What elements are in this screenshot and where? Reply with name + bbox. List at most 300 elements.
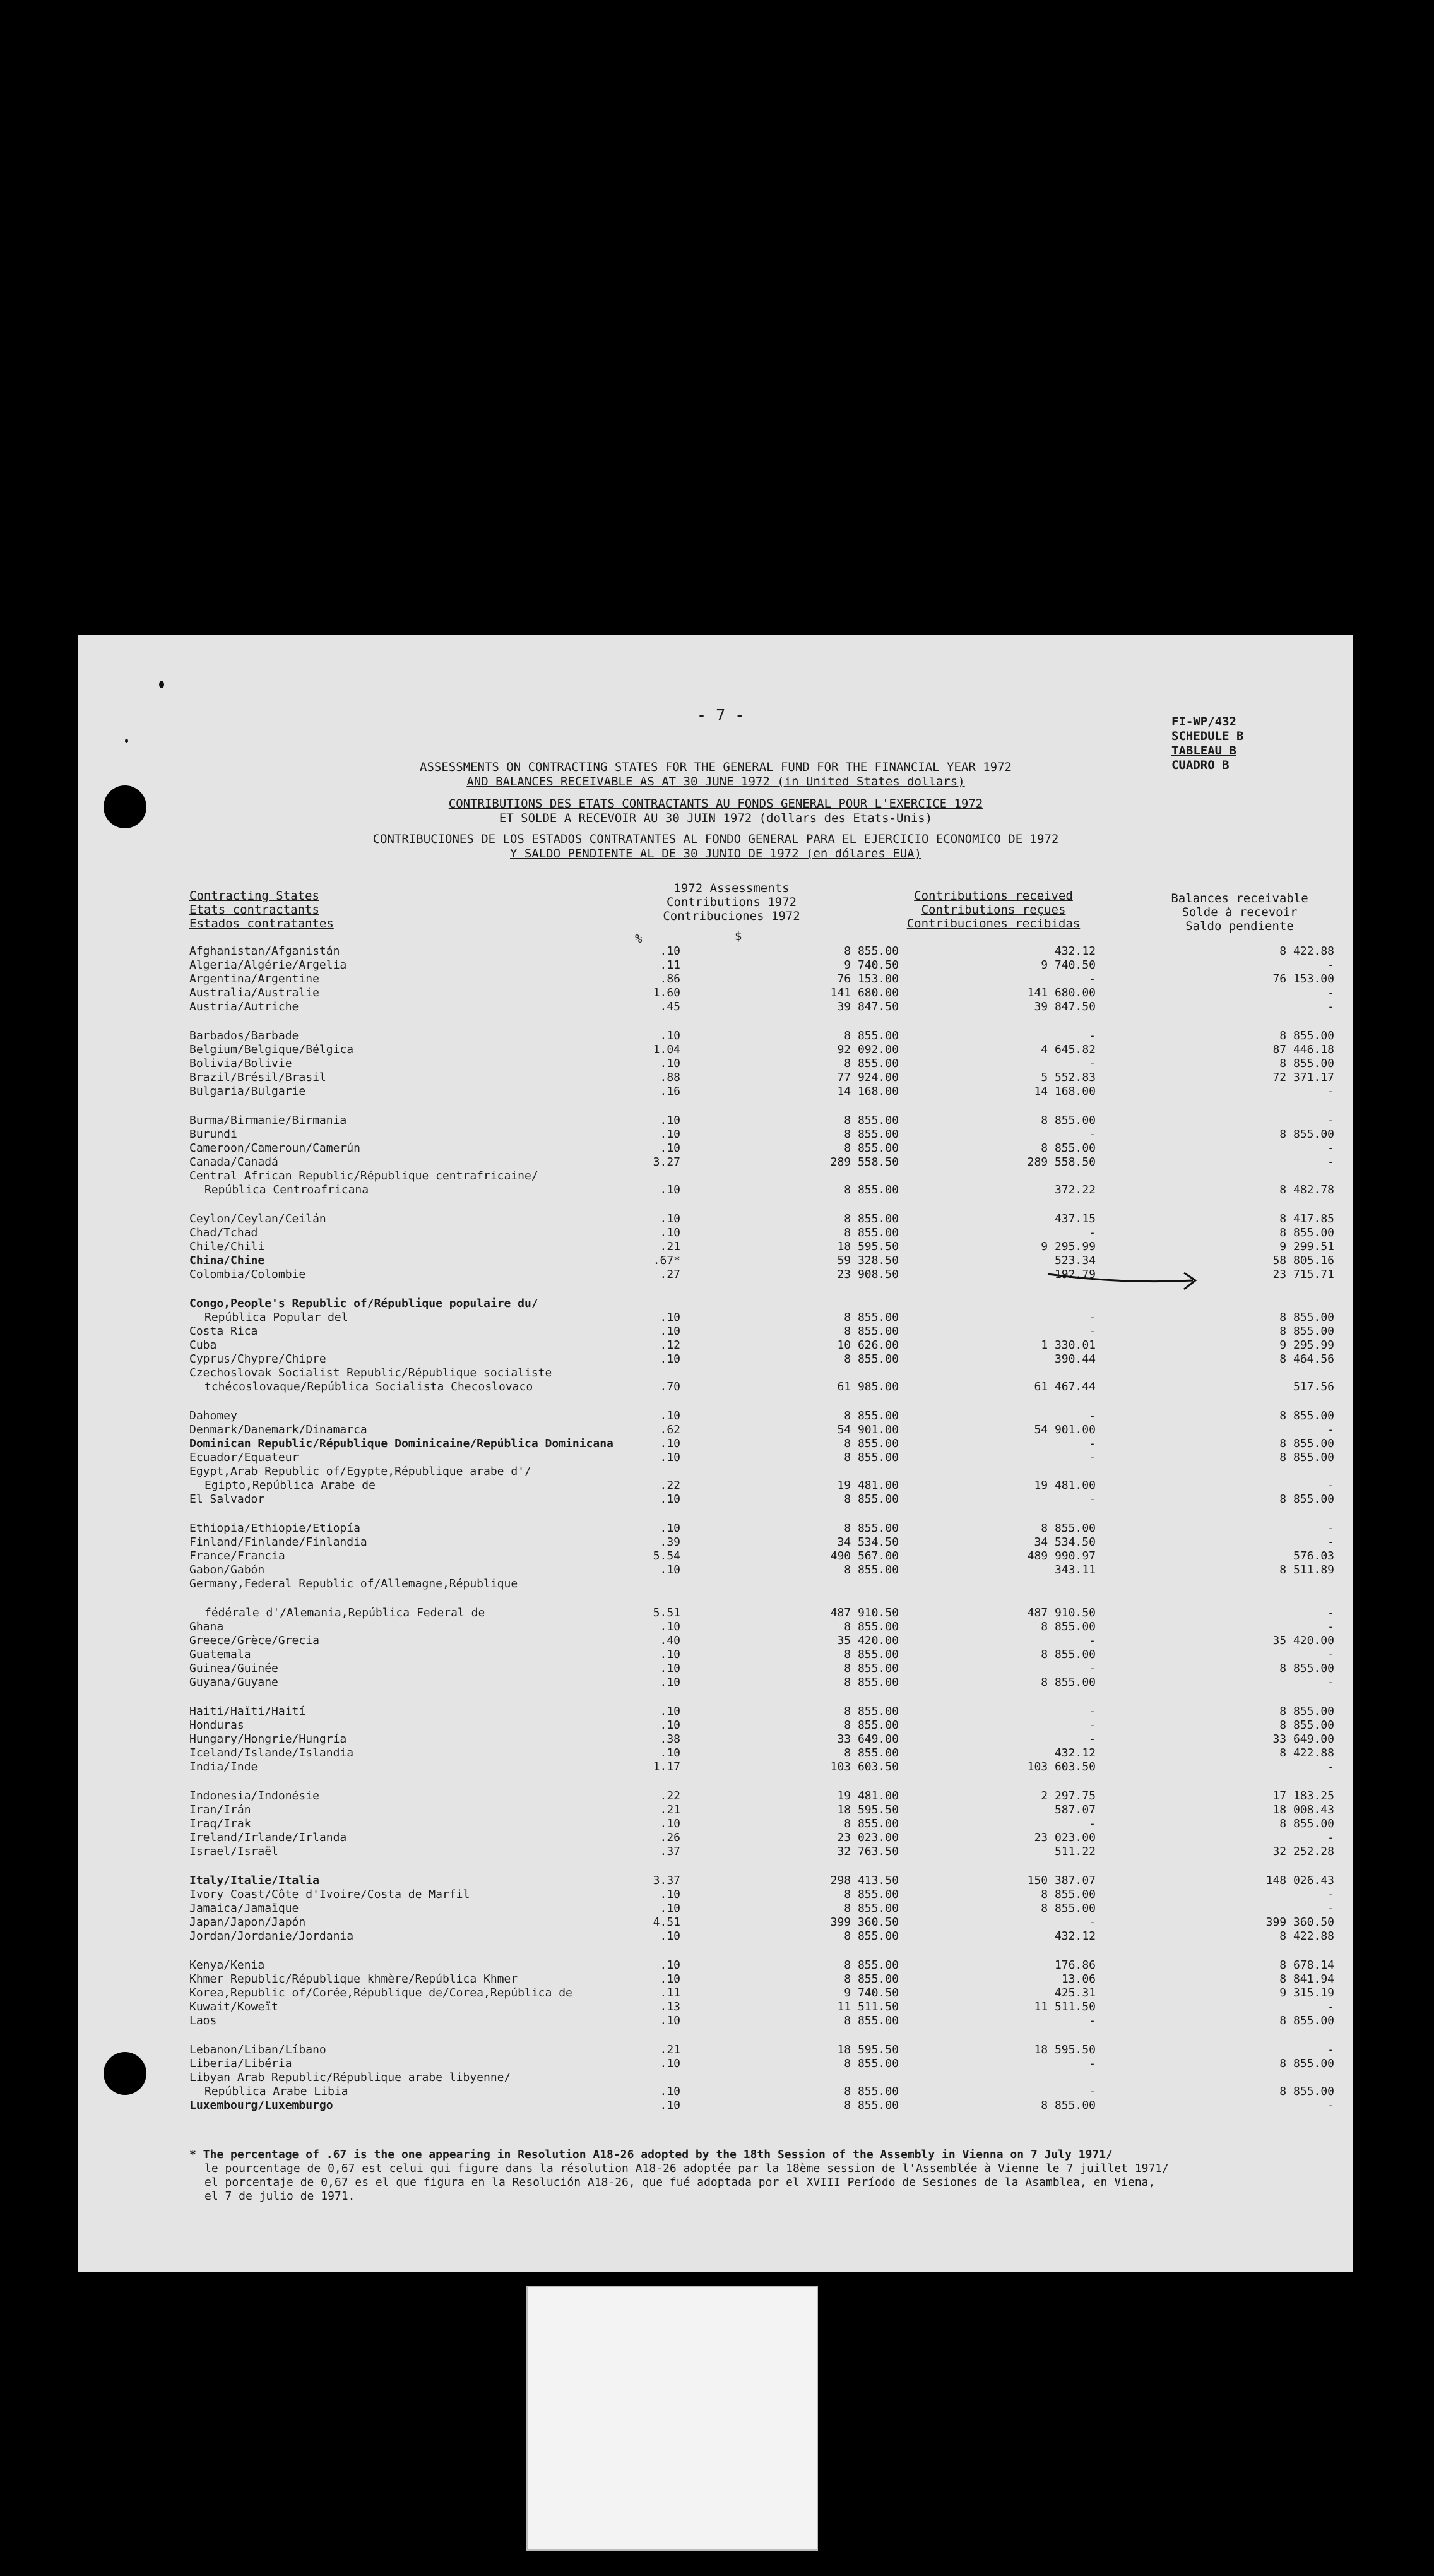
table-row xyxy=(78,1746,1353,1760)
balance-amount: - xyxy=(1327,1676,1334,1689)
assessment-percent: .10 xyxy=(660,1972,680,1986)
footnote-line: le pourcentage de 0,67 est celui qui figure dans la résolution A18-26 adoptée par la 18ème session de l'Assemblée à Vienne le 7 juillet 1971/ xyxy=(204,2162,1170,2175)
assessment-percent: .88 xyxy=(660,1071,680,1084)
state-name: Ghana xyxy=(189,1620,224,1633)
received-amount: - xyxy=(1089,1226,1096,1239)
received-amount: - xyxy=(1089,1493,1096,1506)
state-name: Burma/Birmanie/Birmania xyxy=(189,1114,347,1127)
assessment-percent: .10 xyxy=(660,1676,680,1689)
assessment-percent: .22 xyxy=(660,1789,680,1803)
table-row xyxy=(78,1043,1353,1057)
table-row xyxy=(78,1114,1353,1128)
table-row xyxy=(78,1057,1353,1071)
balance-amount: 33 649.00 xyxy=(1272,1732,1334,1746)
balance-amount: - xyxy=(1327,1114,1334,1127)
schedule-label-fr: TABLEAU B xyxy=(1171,744,1236,758)
table-row xyxy=(78,1831,1353,1845)
title-line: ASSESSMENTS ON CONTRACTING STATES FOR THE GENERAL FUND FOR THE FINANCIAL YEAR 1972 xyxy=(420,760,1012,774)
received-amount: 432.12 xyxy=(1054,1929,1096,1943)
contributions-table xyxy=(78,635,1353,2272)
assessment-percent: .10 xyxy=(660,1662,680,1675)
balance-amount: 8 678.14 xyxy=(1279,1959,1334,1972)
table-row xyxy=(78,1380,1353,1394)
assessment-percent: .10 xyxy=(660,1888,680,1901)
state-name: France/Francia xyxy=(189,1549,285,1563)
table-row xyxy=(78,1845,1353,1859)
assessment-amount: 59 328.50 xyxy=(837,1254,899,1267)
received-amount: - xyxy=(1089,1029,1096,1042)
assessment-amount: 8 855.00 xyxy=(844,1325,899,1338)
assessment-amount: 8 855.00 xyxy=(844,1451,899,1464)
assessment-percent: .86 xyxy=(660,972,680,986)
assessment-percent: .26 xyxy=(660,1831,680,1844)
balance-amount: - xyxy=(1327,1620,1334,1633)
state-name: Afghanistan/Afganistán xyxy=(189,945,340,958)
table-row xyxy=(78,2014,1353,2028)
assessment-amount: 103 603.50 xyxy=(830,1760,899,1774)
balance-amount: 76 153.00 xyxy=(1272,972,1334,986)
assessment-percent: .10 xyxy=(660,1620,680,1633)
balance-amount: 23 715.71 xyxy=(1272,1268,1334,1281)
state-name: Bolivia/Bolivie xyxy=(189,1057,292,1070)
balance-amount: 8 855.00 xyxy=(1279,1057,1334,1070)
balance-amount: - xyxy=(1327,1479,1334,1492)
received-amount: - xyxy=(1089,1437,1096,1450)
received-amount: - xyxy=(1089,1325,1096,1338)
assessment-amount: 8 855.00 xyxy=(844,1563,899,1577)
table-row xyxy=(78,1325,1353,1339)
received-amount: 23 023.00 xyxy=(1034,1831,1096,1844)
assessment-percent: .10 xyxy=(660,1212,680,1225)
assessment-percent: .10 xyxy=(660,1746,680,1760)
assessment-amount: 8 855.00 xyxy=(844,1648,899,1661)
assessment-amount: 33 649.00 xyxy=(837,1732,899,1746)
assessment-percent: .70 xyxy=(660,1380,680,1393)
received-amount: - xyxy=(1089,1916,1096,1929)
assessment-amount: 8 855.00 xyxy=(844,1676,899,1689)
balance-amount: - xyxy=(1327,1142,1334,1155)
state-name: Costa Rica xyxy=(189,1325,258,1338)
state-name: Colombia/Colombie xyxy=(189,1268,306,1281)
balance-amount: - xyxy=(1327,1000,1334,1013)
assessment-amount: 8 855.00 xyxy=(844,2057,899,2070)
balance-amount: 8 855.00 xyxy=(1279,1128,1334,1141)
title-line: AND BALANCES RECEIVABLE AS AT 30 JUNE 1972 (in United States dollars) xyxy=(466,775,965,789)
assessment-amount: 14 168.00 xyxy=(837,1085,899,1098)
balance-amount: 8 511.89 xyxy=(1279,1563,1334,1577)
received-amount: 489 990.97 xyxy=(1027,1549,1096,1563)
balance-amount: 8 422.88 xyxy=(1279,945,1334,958)
assessment-percent: .21 xyxy=(660,2043,680,2056)
table-row xyxy=(78,1142,1353,1155)
assessment-percent: .10 xyxy=(660,2014,680,2027)
assessment-amount: 8 855.00 xyxy=(844,1437,899,1450)
state-name: tchécoslovaque/República Socialista Checoslovaco xyxy=(204,1380,533,1393)
assessment-amount: 9 740.50 xyxy=(844,1986,899,2000)
received-amount: 587.07 xyxy=(1054,1803,1096,1816)
received-amount: - xyxy=(1089,1705,1096,1718)
assessment-percent: .10 xyxy=(660,1437,680,1450)
received-amount: 8 855.00 xyxy=(1041,1142,1096,1155)
assessment-percent: .10 xyxy=(660,1409,680,1422)
assessment-percent: .10 xyxy=(660,1057,680,1070)
state-name: Egipto,República Arabe de xyxy=(204,1479,376,1492)
received-amount: 8 855.00 xyxy=(1041,1648,1096,1661)
state-name: Egypt,Arab Republic of/Egypte,République arabe d'/ xyxy=(189,1465,531,1478)
ink-speck xyxy=(159,681,164,688)
assessment-percent: .22 xyxy=(660,1479,680,1492)
balance-amount: 8 464.56 xyxy=(1279,1352,1334,1366)
assessment-amount: 8 855.00 xyxy=(844,945,899,958)
state-name: Central African Republic/République centrafricaine/ xyxy=(189,1169,538,1183)
state-name: República Arabe Libia xyxy=(204,2085,348,2098)
state-name: Hungary/Hongrie/Hungría xyxy=(189,1732,347,1746)
table-row xyxy=(78,1183,1353,1197)
balance-amount: - xyxy=(1327,1648,1334,1661)
page-number: - 7 - xyxy=(697,706,745,724)
balance-amount: 8 417.85 xyxy=(1279,1212,1334,1225)
assessment-amount: 8 855.00 xyxy=(844,1142,899,1155)
table-row xyxy=(78,2043,1353,2057)
received-amount: 19 481.00 xyxy=(1034,1479,1096,1492)
balance-amount: 517.56 xyxy=(1293,1380,1334,1393)
table-row xyxy=(78,1916,1353,1929)
assessment-percent: .10 xyxy=(660,1493,680,1506)
footnote-line: el porcentaje de 0,67 es el que figura en la Resolución A18-26, que fué adoptada por el XVIII Período de Sesiones de la Asamblea, en Viena, xyxy=(204,2176,1156,2189)
state-name: Cuba xyxy=(189,1339,217,1352)
received-amount: 511.22 xyxy=(1054,1845,1096,1858)
assessment-amount: 8 855.00 xyxy=(844,1662,899,1675)
state-name: Czechoslovak Socialist Republic/République socialiste xyxy=(189,1366,552,1380)
balance-amount: 8 855.00 xyxy=(1279,1493,1334,1506)
received-amount: 9 740.50 xyxy=(1041,958,1096,972)
assessment-amount: 8 855.00 xyxy=(844,1929,899,1943)
table-row xyxy=(78,1366,1353,1380)
assessment-amount: 8 855.00 xyxy=(844,1409,899,1422)
assessment-percent: .10 xyxy=(660,1522,680,1535)
received-amount: 34 534.50 xyxy=(1034,1535,1096,1549)
assessment-amount: 298 413.50 xyxy=(830,1874,899,1887)
balance-amount: 8 482.78 xyxy=(1279,1183,1334,1196)
table-row xyxy=(78,1212,1353,1226)
received-amount: 487 910.50 xyxy=(1027,1606,1096,1619)
balance-amount: 8 855.00 xyxy=(1279,1437,1334,1450)
table-row xyxy=(78,1705,1353,1719)
assessment-amount: 8 855.00 xyxy=(844,1902,899,1915)
assessment-percent: .10 xyxy=(660,1959,680,1972)
assessment-amount: 8 855.00 xyxy=(844,1817,899,1830)
balance-amount: 58 805.16 xyxy=(1272,1254,1334,1267)
received-amount: - xyxy=(1089,1409,1096,1422)
title-line: CONTRIBUCIONES DE LOS ESTADOS CONTRATANTES AL FONDO GENERAL PARA EL EJERCICIO ECONOMICO DE 1972 xyxy=(372,832,1059,846)
assessment-percent: 3.27 xyxy=(653,1155,680,1169)
assessment-percent: .10 xyxy=(660,1648,680,1661)
balance-amount: 32 252.28 xyxy=(1272,1845,1334,1858)
state-name: Lebanon/Liban/Líbano xyxy=(189,2043,326,2056)
assessment-percent: .10 xyxy=(660,1325,680,1338)
assessment-percent: .11 xyxy=(660,1986,680,2000)
state-name: Australia/Australie xyxy=(189,986,319,999)
table-row xyxy=(78,1929,1353,1943)
header-line: Contracting States xyxy=(189,889,319,903)
table-row xyxy=(78,1549,1353,1563)
state-name: Laos xyxy=(189,2014,217,2027)
assessment-percent: 1.04 xyxy=(653,1043,680,1056)
assessment-amount: 8 855.00 xyxy=(844,1620,899,1633)
state-name: Algeria/Algérie/Argelia xyxy=(189,958,347,972)
table-row xyxy=(78,1620,1353,1634)
doc-reference: FI-WP/432 xyxy=(1171,715,1236,729)
assessment-amount: 19 481.00 xyxy=(837,1479,899,1492)
table-row xyxy=(78,1888,1353,1902)
received-amount: 1 330.01 xyxy=(1041,1339,1096,1352)
state-name: China/Chine xyxy=(189,1254,265,1267)
table-row xyxy=(78,1254,1353,1268)
balance-amount: 576.03 xyxy=(1293,1549,1334,1563)
balance-amount: - xyxy=(1327,1522,1334,1535)
state-name: Khmer Republic/République khmère/República Khmer xyxy=(189,1972,518,1986)
received-amount: 176.86 xyxy=(1054,1959,1096,1972)
assessment-percent: .10 xyxy=(660,2085,680,2098)
assessment-amount: 8 855.00 xyxy=(844,1972,899,1986)
table-row xyxy=(78,1803,1353,1817)
balance-amount: 9 315.19 xyxy=(1279,1986,1334,2000)
document-sheet xyxy=(78,635,1353,2272)
state-name: Ivory Coast/Côte d'Ivoire/Costa de Marfil xyxy=(189,1888,470,1901)
received-amount: 425.31 xyxy=(1054,1986,1096,2000)
state-name: Italy/Italie/Italia xyxy=(189,1874,319,1887)
table-row xyxy=(78,1789,1353,1803)
state-name: Dahomey xyxy=(189,1409,237,1422)
table-row xyxy=(78,1986,1353,2000)
received-amount: 39 847.50 xyxy=(1034,1000,1096,1013)
ink-speck xyxy=(125,739,128,743)
table-row xyxy=(78,1240,1353,1254)
balance-amount: - xyxy=(1327,1831,1334,1844)
state-name: Korea,Republic of/Corée,République de/Corea,República de xyxy=(189,1986,572,2000)
assessment-percent: .10 xyxy=(660,1817,680,1830)
state-name: Finland/Finlande/Finlandia xyxy=(189,1535,367,1549)
state-name: República Popular del xyxy=(204,1311,348,1324)
balance-amount: - xyxy=(1327,1902,1334,1915)
balance-amount: - xyxy=(1327,2099,1334,2112)
assessment-amount: 8 855.00 xyxy=(844,2085,899,2098)
assessment-percent: .10 xyxy=(660,1226,680,1239)
received-amount: 54 901.00 xyxy=(1034,1423,1096,1436)
handwritten-arrow-icon xyxy=(1044,1269,1202,1301)
table-row xyxy=(78,2099,1353,2113)
balance-amount: 72 371.17 xyxy=(1272,1071,1334,1084)
header-line: Estados contratantes xyxy=(189,917,334,931)
assessment-amount: 8 855.00 xyxy=(844,1719,899,1732)
received-amount: 8 855.00 xyxy=(1041,1888,1096,1901)
assessment-amount: 32 763.50 xyxy=(837,1845,899,1858)
header-line: Contribuciones recibidas xyxy=(906,917,1081,931)
table-row xyxy=(78,1676,1353,1690)
table-row xyxy=(78,1465,1353,1479)
assessment-amount: 8 855.00 xyxy=(844,2014,899,2027)
assessment-percent: .11 xyxy=(660,958,680,972)
assessment-amount: 23 023.00 xyxy=(837,1831,899,1844)
state-name: Iran/Irán xyxy=(189,1803,251,1816)
table-row xyxy=(78,1959,1353,1972)
assessment-amount: 8 855.00 xyxy=(844,1114,899,1127)
table-row xyxy=(78,1535,1353,1549)
state-name: El Salvador xyxy=(189,1493,265,1506)
assessment-amount: 8 855.00 xyxy=(844,1493,899,1506)
state-name: Ethiopia/Ethiopie/Etiopía xyxy=(189,1522,360,1535)
header-line: Solde à recevoir xyxy=(1182,905,1298,919)
received-amount: - xyxy=(1089,1311,1096,1324)
state-name: Argentina/Argentine xyxy=(189,972,319,986)
balance-amount: - xyxy=(1327,1888,1334,1901)
state-name: Jamaica/Jamaïque xyxy=(189,1902,299,1915)
state-name: República Centroafricana xyxy=(204,1183,369,1196)
balance-amount: 8 855.00 xyxy=(1279,2014,1334,2027)
assessment-percent: .10 xyxy=(660,1451,680,1464)
assessment-amount: 8 855.00 xyxy=(844,2099,899,2112)
balance-amount: 148 026.43 xyxy=(1265,1874,1334,1887)
table-row xyxy=(78,1577,1353,1591)
assessment-amount: 19 481.00 xyxy=(837,1789,899,1803)
title-line: Y SALDO PENDIENTE AL DE 30 JUNIO DE 1972 (en dólares EUA) xyxy=(509,847,922,861)
received-amount: 192.79 xyxy=(1054,1268,1096,1281)
binder-hole xyxy=(104,785,146,828)
state-name: Ecuador/Equateur xyxy=(189,1451,299,1464)
state-name: Guyana/Guyane xyxy=(189,1676,278,1689)
balance-amount: 8 855.00 xyxy=(1279,1226,1334,1239)
balance-amount: - xyxy=(1327,1760,1334,1774)
assessment-percent: .10 xyxy=(660,2099,680,2112)
table-row xyxy=(78,1226,1353,1240)
state-name: Dominican Republic/République Dominicaine/República Dominicana xyxy=(189,1437,613,1450)
table-row xyxy=(78,1732,1353,1746)
assessment-amount: 10 626.00 xyxy=(837,1339,899,1352)
state-name: Israel/Israël xyxy=(189,1845,278,1858)
assessment-percent: .62 xyxy=(660,1423,680,1436)
received-amount: - xyxy=(1089,2057,1096,2070)
state-name: Brazil/Brésil/Brasil xyxy=(189,1071,326,1084)
table-row xyxy=(78,1451,1353,1465)
state-name: Barbados/Barbade xyxy=(189,1029,299,1042)
balance-amount: - xyxy=(1327,1535,1334,1549)
received-amount: 13.06 xyxy=(1061,1972,1096,1986)
table-row xyxy=(78,1000,1353,1014)
received-amount: 432.12 xyxy=(1054,1746,1096,1760)
assessment-percent: 5.54 xyxy=(653,1549,680,1563)
assessment-percent: .10 xyxy=(660,1183,680,1196)
assessment-amount: 18 595.50 xyxy=(837,2043,899,2056)
balance-amount: 87 446.18 xyxy=(1272,1043,1334,1056)
assessment-percent: .10 xyxy=(660,1029,680,1042)
table-row xyxy=(78,1972,1353,1986)
assessment-percent: .21 xyxy=(660,1803,680,1816)
assessment-percent: .21 xyxy=(660,1240,680,1253)
assessment-amount: 18 595.50 xyxy=(837,1240,899,1253)
balance-amount: - xyxy=(1327,2000,1334,2013)
table-row xyxy=(78,1760,1353,1774)
balance-amount: - xyxy=(1327,1155,1334,1169)
assessment-percent: .38 xyxy=(660,1732,680,1746)
table-row xyxy=(78,1479,1353,1493)
state-name: Chad/Tchad xyxy=(189,1226,258,1239)
received-amount: 390.44 xyxy=(1054,1352,1096,1366)
state-name: Ceylon/Ceylan/Ceilán xyxy=(189,1212,326,1225)
state-name: Liberia/Libéria xyxy=(189,2057,292,2070)
received-amount: 8 855.00 xyxy=(1041,1676,1096,1689)
assessment-amount: 39 847.50 xyxy=(837,1000,899,1013)
balance-amount: 8 855.00 xyxy=(1279,1662,1334,1675)
received-amount: 11 511.50 xyxy=(1034,2000,1096,2013)
balance-amount: 8 841.94 xyxy=(1279,1972,1334,1986)
title-line: ET SOLDE A RECEVOIR AU 30 JUIN 1972 (dollars des Etats-Unis) xyxy=(499,811,933,825)
balance-amount: 8 855.00 xyxy=(1279,1325,1334,1338)
received-amount: 103 603.50 xyxy=(1027,1760,1096,1774)
received-amount: 150 387.07 xyxy=(1027,1874,1096,1887)
table-row xyxy=(78,1311,1353,1325)
assessment-percent: 1.60 xyxy=(653,986,680,999)
assessment-percent: .10 xyxy=(660,1563,680,1577)
received-amount: 9 295.99 xyxy=(1041,1240,1096,1253)
state-name: Iceland/Islande/Islandia xyxy=(189,1746,354,1760)
assessment-percent: .10 xyxy=(660,1352,680,1366)
received-amount: 523.34 xyxy=(1054,1254,1096,1267)
state-name: Kenya/Kenia xyxy=(189,1959,265,1972)
table-row xyxy=(78,1128,1353,1142)
header-line: Contributions 1972 xyxy=(667,895,797,909)
state-name: Gabon/Gabón xyxy=(189,1563,265,1577)
state-name: Honduras xyxy=(189,1719,244,1732)
state-name: Cyprus/Chypre/Chipre xyxy=(189,1352,326,1366)
assessment-amount: 8 855.00 xyxy=(844,1128,899,1141)
assessment-percent: .45 xyxy=(660,1000,680,1013)
received-amount: 8 855.00 xyxy=(1041,1620,1096,1633)
assessment-amount: 490 567.00 xyxy=(830,1549,899,1563)
received-amount: 432.12 xyxy=(1054,945,1096,958)
state-name: Japan/Japon/Japón xyxy=(189,1916,306,1929)
assessment-amount: 399 360.50 xyxy=(830,1916,899,1929)
balance-amount: 399 360.50 xyxy=(1265,1916,1334,1929)
balance-amount: 9 295.99 xyxy=(1279,1339,1334,1352)
received-amount: - xyxy=(1089,1057,1096,1070)
state-name: Haiti/Haïti/Haití xyxy=(189,1705,306,1718)
balance-amount: 8 855.00 xyxy=(1279,1409,1334,1422)
received-amount: 8 855.00 xyxy=(1041,1902,1096,1915)
table-row xyxy=(78,1169,1353,1183)
table-row xyxy=(78,1423,1353,1437)
state-name: Germany,Federal Republic of/Allemagne,République xyxy=(189,1577,518,1590)
assessment-amount: 8 855.00 xyxy=(844,1226,899,1239)
table-row xyxy=(78,1563,1353,1577)
received-amount: - xyxy=(1089,1719,1096,1732)
assessment-percent: 3.37 xyxy=(653,1874,680,1887)
received-amount: - xyxy=(1089,1817,1096,1830)
assessment-amount: 9 740.50 xyxy=(844,958,899,972)
assessment-percent: .10 xyxy=(660,945,680,958)
balance-amount: 8 422.88 xyxy=(1279,1929,1334,1943)
balance-amount: 8 855.00 xyxy=(1279,1029,1334,1042)
balance-amount: 9 299.51 xyxy=(1279,1240,1334,1253)
assessment-percent: .10 xyxy=(660,1142,680,1155)
table-row xyxy=(78,1634,1353,1648)
received-amount: 2 297.75 xyxy=(1041,1789,1096,1803)
received-amount: 289 558.50 xyxy=(1027,1155,1096,1169)
state-name: Luxembourg/Luxemburgo xyxy=(189,2099,333,2112)
state-name: Chile/Chili xyxy=(189,1240,265,1253)
balance-amount: - xyxy=(1327,986,1334,999)
assessment-amount: 8 855.00 xyxy=(844,1212,899,1225)
assessment-percent: 4.51 xyxy=(653,1916,680,1929)
